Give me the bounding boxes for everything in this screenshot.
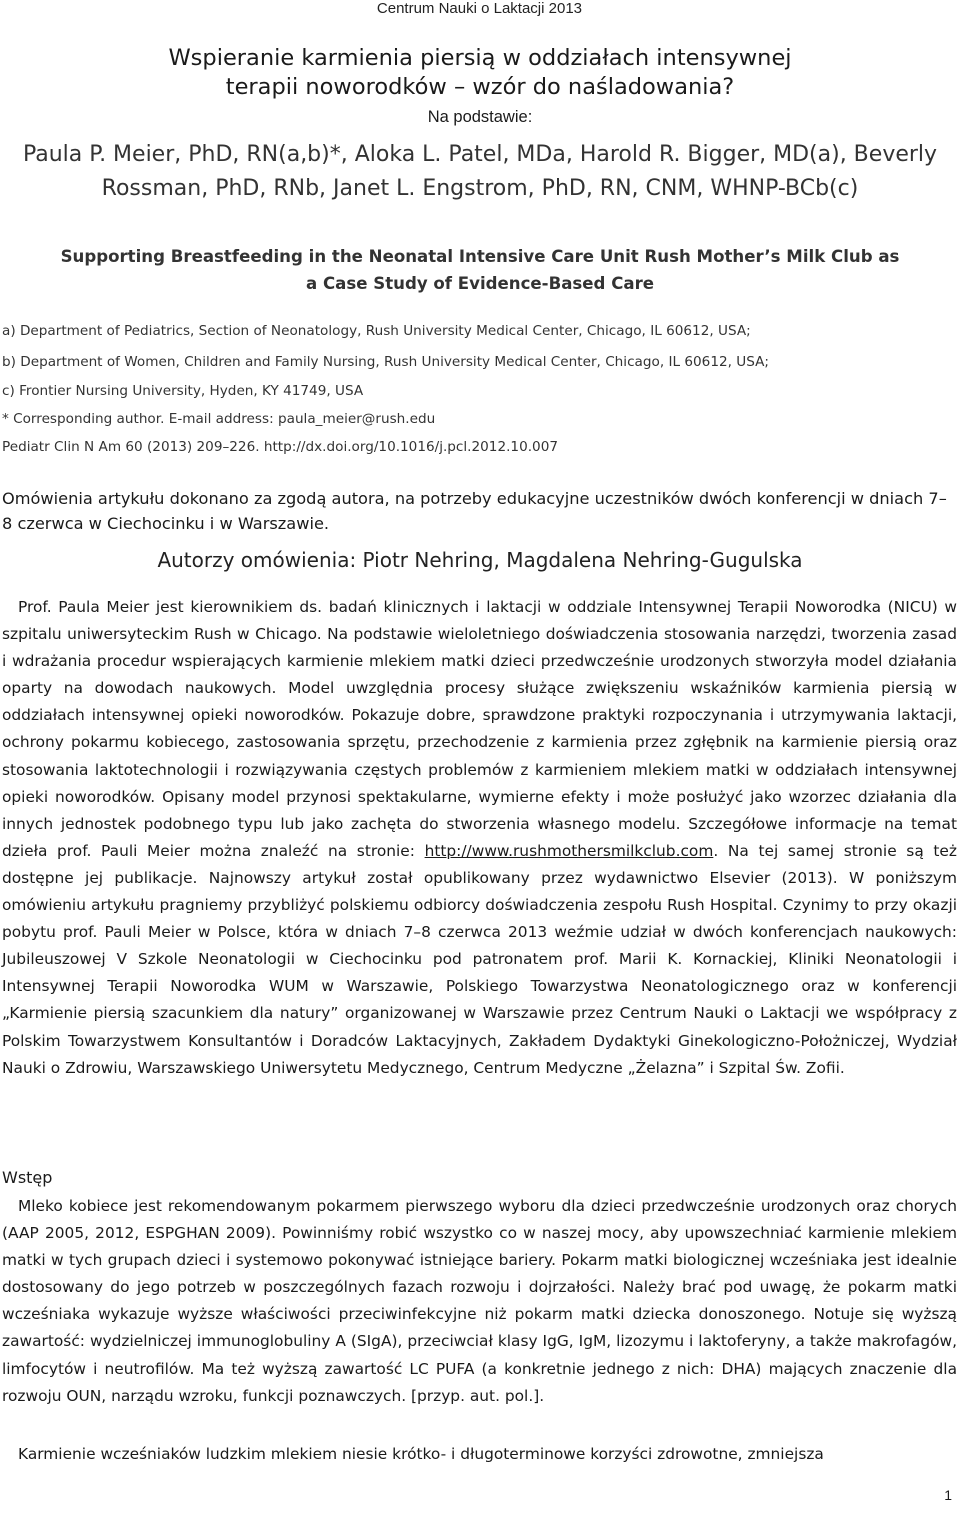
title-line-2: terapii noworodków – wzór do naśladowania? [225, 74, 735, 100]
title-line-1: Wspieranie karmienia piersią w oddziałach intensywnej [168, 45, 792, 71]
affiliation-a: a) Department of Pediatrics, Section of Neonatology, Rush University Medical Center, Chicago, IL 60612, USA; [2, 323, 751, 339]
reviewers-line: Autorzy omówienia: Piotr Nehring, Magdalena Nehring-Gugulska [157, 548, 803, 572]
section-heading: Wstęp [2, 1168, 53, 1187]
intro-text-after-link: . Na tej samej stronie są też dostępne jej publikacje. Najnowszy artykuł został opublikowany przez wydawnictwo Elsevier (2013). W poniższym omówieniu artykułu pragniemy przybliżyć polskiemu odbiorcy doświadczenia zespołu Rush Hospital. Czynimy to przy okazji pobytu prof. Pauli Meier w Polsce, która w dniach 7–8 czerwca 2013 weźmie udział w dwóch konferencjach naukowych: Jubileuszowej V Szkole Neonatologii w Ciechocinku pod patronatem prof. Marii K. Kornackiej, Kliniki Neonatologii i Intensywnej Terapii Noworodka WUM w Warszawie, Polskiego Towarzystwa Neonatologicznego oraz w konferencji „Karmienie piersią szacunkiem dla natury” organizowanej w Warszawie przez Centrum Nauki o Laktacji we współpracy z Polskim Towarzystwem Konsultantów i Doradców Laktacyjnych, Zakładem Dydaktyki Ginekologiczno-Położniczej, Wydział Nauki o Zdrowiu, Warszawskiego Uniwersytetu Medycznego, Centrum Medyczne „Żelazna” i Szpital Św. Zofii. [2, 841, 957, 1077]
permission-note: Omówienia artykułu dokonano za zgodą autora, na potrzeby edukacyjne uczestników dwóch konferencji w dniach 7–8 czerwca w Ciechocinku i w Warszawie. [2, 489, 947, 533]
section-paragraph-2 [2, 1441, 957, 1468]
intro-text-before-link: Prof. Paula Meier jest kierownikiem ds. badań klinicznych i laktacji w oddziale Intensywnej Terapii Noworodka (NICU) w szpitalu uniwersyteckim Rush w Chicago. Na podstawie wieloletniego doświadczenia stosowania narzędzi, tworzenia zasad i wdrażania procedur wspierających karmienie mlekiem matki dzieci przedwcześnie urodzonych stworzyła model działania oparty na dowodach naukowych. Model uwzględnia procesy służące zwiększeniu wskaźników karmienia piersią w oddziałach intensywnej opieki noworodków. Pokazuje dobre, sprawdzone praktyki rozpoczynania i utrzymywania laktacji, ochrony pokarmu kobiecego, zastosowania sprzętu, przechodzenie z karmienia przez zgłębnik na karmienie piersią oraz stosowania laktotechnologii i rozwiązywania częstych problemów z karmieniem mlekiem matki w oddziałach intensywnej opieki noworodków. Opisany model przynosi spektakularne, wymierne efekty i może posłużyć jako wzorzec działania dla innych jednostek podobnego typu lub jako zachęta do stworzenia własnego modelu. Szczegółowe informacje na temat dzieła prof. Pauli Meier można znaleźć na stronie: [2, 598, 957, 860]
corresponding-author: * Corresponding author. E-mail address: paula_meier@rush.edu [2, 411, 436, 427]
basis-label: Na podstawie: [427, 108, 533, 126]
citation: Pediatr Clin N Am 60 (2013) 209–226. http://dx.doi.org/10.1016/j.pcl.2012.10.007 [2, 439, 558, 455]
section-paragraph-2-text: Karmienie wcześniaków ludzkim mlekiem niesie krótko- i długoterminowe korzyści zdrowotne, zmniejsza [18, 1445, 824, 1463]
english-title-line-2: a Case Study of Evidence-Based Care [305, 274, 655, 293]
authors-line-1: Paula P. Meier, PhD, RN(a,b)*, Aloka L. Patel, MDa, Harold R. Bigger, MD(a), Beverly [22, 142, 938, 167]
english-title [0, 243, 960, 297]
authors [0, 138, 960, 206]
website-link[interactable]: http://www.rushmothersmilkclub.com [424, 841, 714, 860]
english-title-line-1: Supporting Breastfeeding in the Neonatal Intensive Care Unit Rush Mother’s Milk Club as [60, 247, 900, 266]
document-title [0, 44, 960, 102]
intro-paragraph [2, 594, 957, 1082]
page-number: 1 [944, 1487, 952, 1503]
section-paragraph-1 [2, 1193, 957, 1410]
affiliation-c: c) Frontier Nursing University, Hyden, KY 41749, USA [2, 383, 364, 399]
section-paragraph-1-text: Mleko kobiece jest rekomendowanym pokarmem pierwszego wyboru dla dzieci przedwcześnie urodzonych oraz chorych (AAP 2005, 2012, ESPGHAN 2009). Powinniśmy robić wszystko co w naszej mocy, aby upowszechniać karmienie mlekiem matki w tych grupach dzieci i systemowo pokonywać istniejące bariery. Pokarm matki biologicznej wcześniaka jest idealnie dostosowany do jego potrzeb w poszczególnych fazach rozwoju i dojrzałości. Należy brać pod uwagę, że pokarm matki wcześniaka wykazuje wyższe właściwości przeciwinfekcyjne niż pokarm matki dziecka donoszonego. Notuje się wyższą zawartość: wydzielniczej immunoglobuliny A (SIgA), przeciwciał klasy IgG, IgM, lizozymu i laktoferyny, a także makrofagów, limfocytów i neutrofilów. Ma też wyższą zawartość LC PUFA (a konkretnie jednego z nich: DHA) mających znaczenie dla rozwoju OUN, narządu wzroku, funkcji poznawczych. [przyp. aut. pol.]. [2, 1197, 957, 1405]
authors-line-2: Rossman, PhD, RNb, Janet L. Engstrom, PhD, RN, CNM, WHNP-BCb(c) [101, 176, 859, 201]
affiliation-b: b) Department of Women, Children and Family Nursing, Rush University Medical Center, Chicago, IL 60612, USA; [2, 354, 769, 370]
running-header: Centrum Nauki o Laktacji 2013 [376, 0, 582, 17]
